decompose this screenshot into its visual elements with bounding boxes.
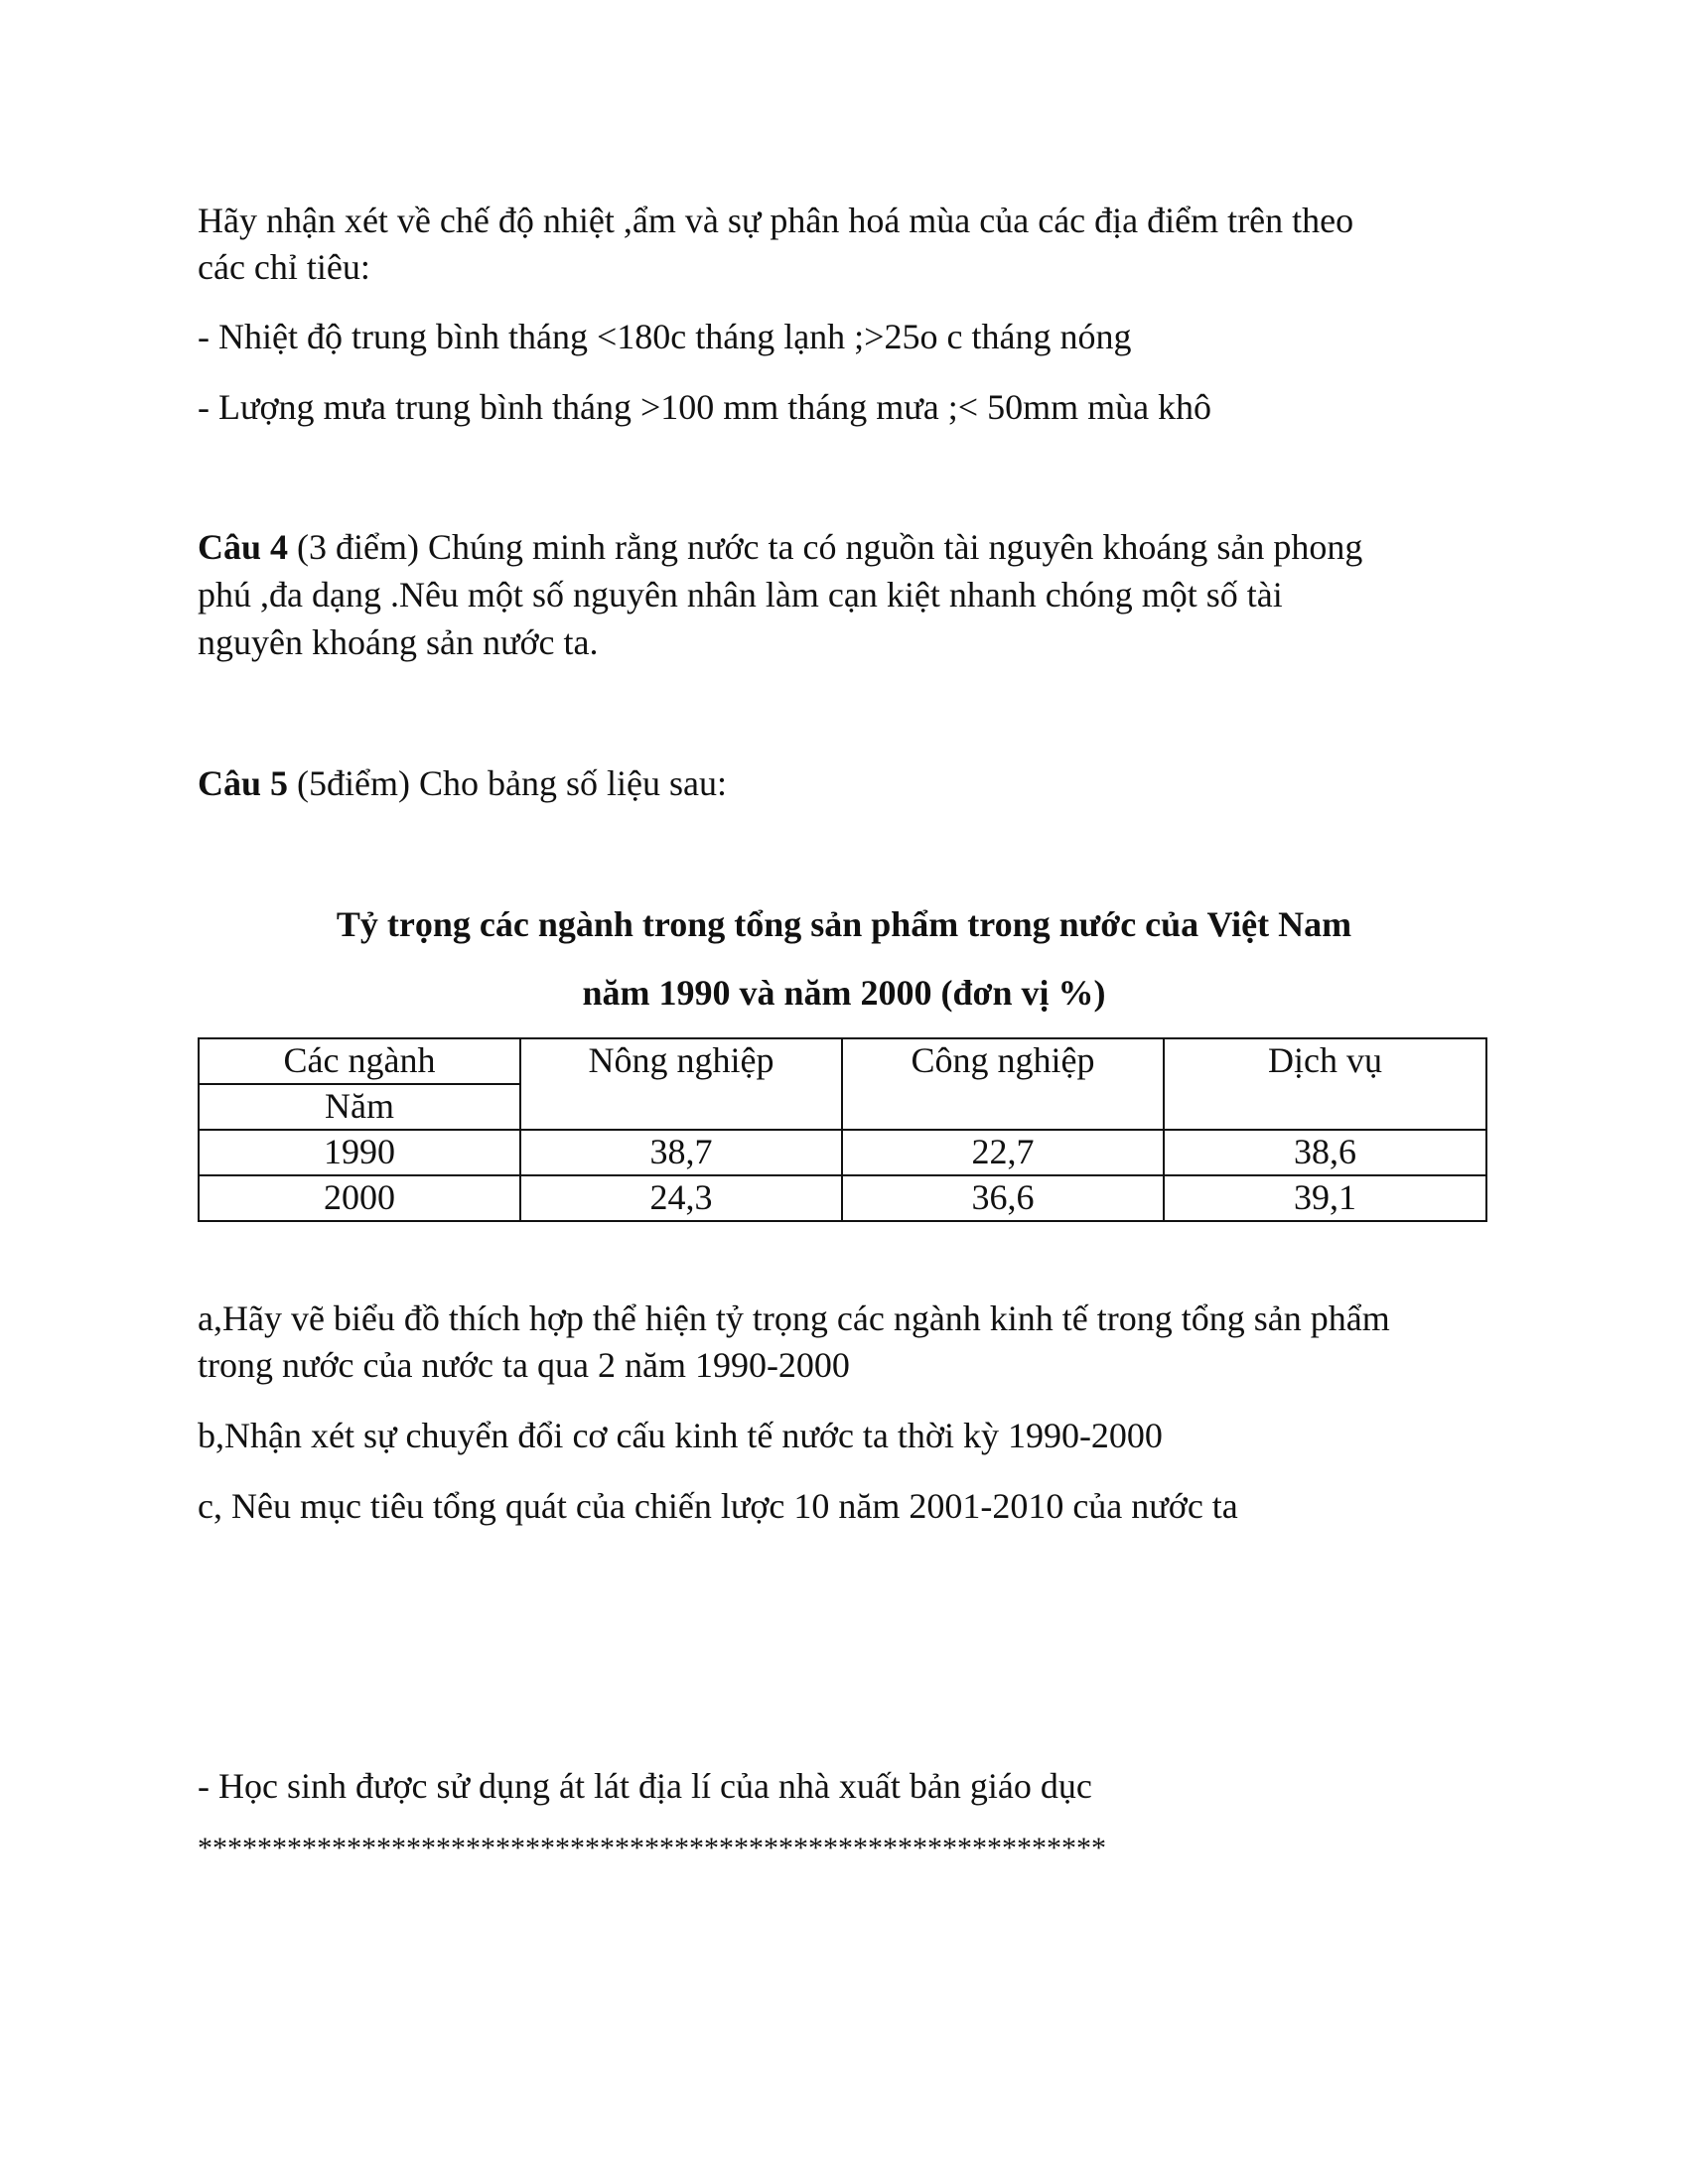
- table-header-row: [199, 1038, 1486, 1084]
- criterion-rainfall: - Lượng mưa trung bình tháng >100 mm tháng mưa ;< 50mm mùa khô: [198, 387, 1212, 427]
- value-cell: 39,1: [1164, 1175, 1486, 1221]
- task-a-line-2: trong nước của nước ta qua 2 năm 1990-2000: [198, 1345, 850, 1385]
- question-4-label: Câu 4: [198, 527, 289, 567]
- question-4-line-3: nguyên khoáng sản nước ta.: [198, 622, 599, 662]
- value-cell: 38,7: [520, 1130, 842, 1175]
- task-b: b,Nhận xét sự chuyển đổi cơ cấu kinh tế nước ta thời kỳ 1990-2000: [198, 1416, 1163, 1455]
- data-table: [198, 1037, 1487, 1222]
- question-5-line: [198, 761, 727, 805]
- corner-cell-year: Năm: [199, 1084, 520, 1130]
- table-title-line-1: Tỷ trọng các ngành trong tổng sản phẩm trong nước của Việt Nam: [336, 904, 1352, 944]
- question-5-text: (5điểm) Cho bảng số liệu sau:: [288, 763, 727, 803]
- intro-line-1: Hãy nhận xét về chế độ nhiệt ,ẩm và sự phân hoá mùa của các địa điểm trên theo: [198, 201, 1354, 240]
- corner-cell-sectors: Các ngành: [199, 1038, 520, 1084]
- value-cell: 38,6: [1164, 1130, 1486, 1175]
- table-title-line-2: năm 1990 và năm 2000 (đơn vị %): [582, 973, 1106, 1013]
- question-5-label: Câu 5: [198, 763, 289, 803]
- year-cell: 1990: [199, 1130, 520, 1175]
- header-services: Dịch vụ: [1164, 1038, 1486, 1130]
- task-a-line-1: a,Hãy vẽ biểu đồ thích hợp thể hiện tỷ trọng các ngành kinh tế trong tổng sản phẩm: [198, 1298, 1390, 1338]
- question-4-line-1: [198, 525, 1362, 569]
- table-row: [199, 1130, 1486, 1175]
- header-agriculture: Nông nghiệp: [520, 1038, 842, 1130]
- criterion-temperature: - Nhiệt độ trung bình tháng <180c tháng lạnh ;>25o c tháng nóng: [198, 317, 1132, 356]
- value-cell: 22,7: [842, 1130, 1164, 1175]
- footer-note: - Học sinh được sử dụng át lát địa lí của nhà xuất bản giáo dục: [198, 1766, 1092, 1806]
- task-c: c, Nêu mục tiêu tổng quát của chiến lược 10 năm 2001-2010 của nước ta: [198, 1486, 1238, 1526]
- question-4-text: (3 điểm) Chúng minh rằng nước ta có nguồn tài nguyên khoáng sản phong: [288, 527, 1363, 567]
- value-cell: 36,6: [842, 1175, 1164, 1221]
- question-4-line-2: phú ,đa dạng .Nêu một số nguyên nhân làm cạn kiệt nhanh chóng một số tài: [198, 575, 1283, 614]
- year-cell: 2000: [199, 1175, 520, 1221]
- footer-stars-divider: *************************************************************: [198, 1832, 1106, 1864]
- value-cell: 24,3: [520, 1175, 842, 1221]
- header-industry: Công nghiệp: [842, 1038, 1164, 1130]
- intro-line-2: các chỉ tiêu:: [198, 247, 370, 287]
- table-row: [199, 1175, 1486, 1221]
